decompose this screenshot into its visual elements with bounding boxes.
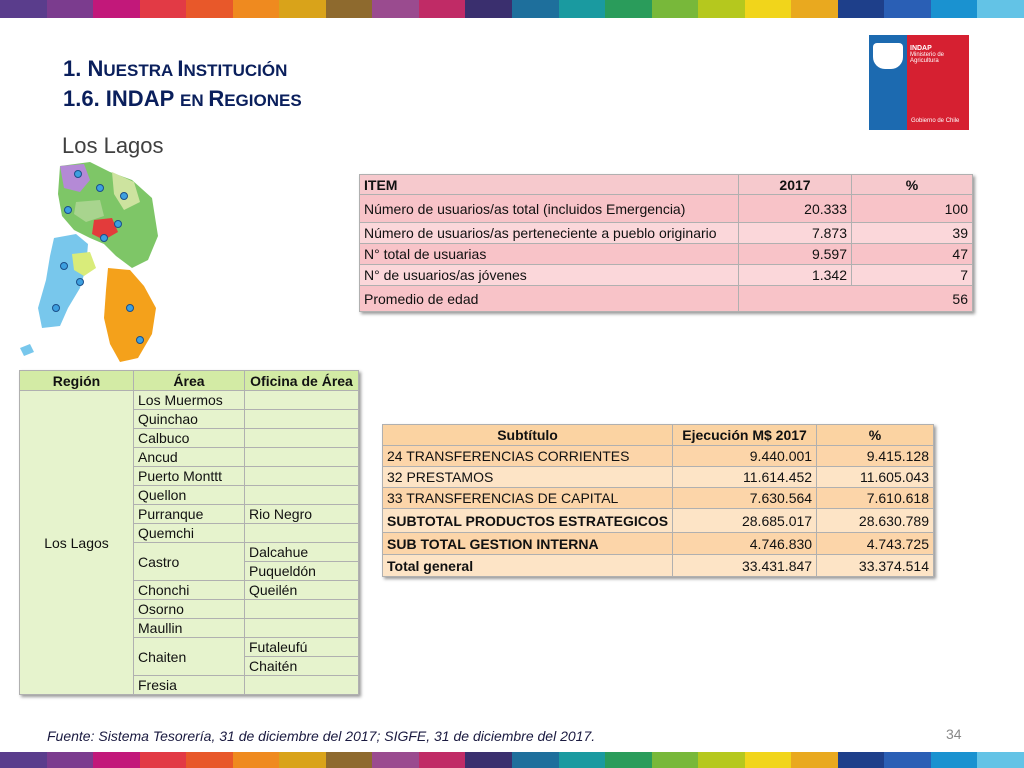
area-cell: Fresia — [134, 676, 245, 695]
stripe-segment — [326, 0, 373, 18]
office-cell — [245, 524, 359, 543]
budget-table — [382, 424, 934, 577]
stripe-segment — [698, 752, 745, 768]
office-cell — [245, 391, 359, 410]
office-cell — [245, 619, 359, 638]
stripe-segment — [279, 752, 326, 768]
row-execution: 4.746.830 — [673, 533, 817, 555]
area-cell: Quinchao — [134, 410, 245, 429]
table-row — [360, 286, 973, 312]
header-percent: % — [852, 175, 973, 195]
subsection-title: 1.6. INDAP EN REGIONES — [63, 86, 302, 111]
source-note: Fuente: Sistema Tesorería, 31 de diciembre del 2017; SIGFE, 31 de diciembre del 2017. — [47, 728, 596, 744]
header-subtitle: Subtítulo — [383, 425, 673, 446]
office-cell — [245, 486, 359, 505]
row-label: N° de usuarios/as jóvenes — [360, 265, 739, 286]
stripe-segment — [233, 752, 280, 768]
office-cell — [245, 676, 359, 695]
page-number: 34 — [946, 726, 962, 742]
area-cell: Castro — [134, 543, 245, 581]
row-execution: 9.440.001 — [673, 446, 817, 467]
stripe-segment — [652, 752, 699, 768]
header-region: Región — [20, 371, 134, 391]
area-cell: Chaiten — [134, 638, 245, 676]
table-row — [360, 265, 973, 286]
stripe-segment — [838, 0, 885, 18]
section-title: 1. NUESTRA INSTITUCIÓN — [63, 56, 288, 81]
table-row — [383, 467, 934, 488]
table-row — [360, 223, 973, 244]
header-execution: Ejecución M$ 2017 — [673, 425, 817, 446]
row-percent: 7 — [852, 265, 973, 286]
table-row — [360, 244, 973, 265]
stripe-segment — [372, 0, 419, 18]
usuarios-table — [359, 174, 973, 312]
area-cell: Osorno — [134, 600, 245, 619]
stripe-segment — [47, 752, 94, 768]
stripe-segment — [512, 0, 559, 18]
row-percent: 33.374.514 — [817, 555, 934, 577]
office-cell — [245, 448, 359, 467]
row-execution: 7.630.564 — [673, 488, 817, 509]
office-cell — [245, 410, 359, 429]
table-header-row — [360, 175, 973, 195]
row-label: 32 PRESTAMOS — [383, 467, 673, 488]
region-cell: Los Lagos — [20, 391, 134, 695]
stripe-segment — [233, 0, 280, 18]
logo-ministry: Ministerio de — [910, 52, 945, 58]
stripe-segment — [698, 0, 745, 18]
row-percent: 9.415.128 — [817, 446, 934, 467]
stripe-segment — [977, 0, 1024, 18]
stripe-segment — [977, 752, 1024, 768]
stripe-segment — [326, 752, 373, 768]
area-cell: Quemchi — [134, 524, 245, 543]
stripe-segment — [465, 752, 512, 768]
row-label: Número de usuarios/as perteneciente a pueblo originario — [360, 223, 739, 244]
logo-name: INDAP — [910, 45, 932, 52]
row-label: Total general — [383, 555, 673, 577]
stripe-segment — [791, 0, 838, 18]
table-row — [383, 509, 934, 533]
area-cell: Quellon — [134, 486, 245, 505]
stripe-segment — [419, 752, 466, 768]
office-cell: Dalcahue — [245, 543, 359, 562]
row-value: 20.333 — [739, 195, 852, 223]
stripe-segment — [47, 0, 94, 18]
row-execution: 28.685.017 — [673, 509, 817, 533]
table-row — [383, 533, 934, 555]
stripe-segment — [140, 752, 187, 768]
area-cell: Los Muermos — [134, 391, 245, 410]
area-cell: Chonchi — [134, 581, 245, 600]
stripe-segment — [93, 0, 140, 18]
logo-ministry-2: Agricultura — [910, 58, 939, 64]
table-header-row — [383, 425, 934, 446]
header-area: Área — [134, 371, 245, 391]
stripe-segment — [93, 752, 140, 768]
stripe-segment — [884, 752, 931, 768]
header-office: Oficina de Área — [245, 371, 359, 391]
stripe-segment — [931, 0, 978, 18]
row-label: Promedio de edad — [360, 286, 739, 312]
stripe-segment — [0, 0, 47, 18]
table-header-row — [20, 371, 359, 391]
row-percent: 7.610.618 — [817, 488, 934, 509]
stripe-segment — [0, 752, 47, 768]
header-percent: % — [817, 425, 934, 446]
stripe-segment — [419, 0, 466, 18]
stripe-segment — [186, 752, 233, 768]
stripe-segment — [559, 752, 606, 768]
area-cell: Puerto Monttt — [134, 467, 245, 486]
row-percent: 4.743.725 — [817, 533, 934, 555]
areas-table — [19, 370, 359, 695]
office-cell — [245, 600, 359, 619]
coat-of-arms-icon — [873, 43, 903, 69]
row-percent: 28.630.789 — [817, 509, 934, 533]
office-cell: Queilén — [245, 581, 359, 600]
row-percent: 11.605.043 — [817, 467, 934, 488]
stripe-segment — [745, 752, 792, 768]
bottom-color-stripe — [0, 752, 1024, 768]
table-row — [360, 195, 973, 223]
row-label: SUBTOTAL PRODUCTOS ESTRATEGICOS — [383, 509, 673, 533]
top-color-stripe — [0, 0, 1024, 18]
office-cell: Futaleufú — [245, 638, 359, 657]
stripe-segment — [465, 0, 512, 18]
row-execution: 11.614.452 — [673, 467, 817, 488]
row-label: 24 TRANSFERENCIAS CORRIENTES — [383, 446, 673, 467]
row-percent: 100 — [852, 195, 973, 223]
row-label: N° total de usuarias — [360, 244, 739, 265]
stripe-segment — [186, 0, 233, 18]
row-percent: 39 — [852, 223, 973, 244]
office-cell: Chaitén — [245, 657, 359, 676]
office-cell — [245, 467, 359, 486]
header-year: 2017 — [739, 175, 852, 195]
stripe-segment — [652, 0, 699, 18]
stripe-segment — [512, 752, 559, 768]
table-row — [20, 391, 359, 410]
row-value: 7.873 — [739, 223, 852, 244]
stripe-segment — [838, 752, 885, 768]
row-label: SUB TOTAL GESTION INTERNA — [383, 533, 673, 555]
row-label: Número de usuarios/as total (incluidos Emergencia) — [360, 195, 739, 223]
table-row — [383, 446, 934, 467]
area-cell: Ancud — [134, 448, 245, 467]
header-item: ITEM — [360, 175, 739, 195]
logo-government: Gobierno de Chile — [911, 118, 960, 124]
row-value: 56 — [739, 286, 973, 312]
area-cell: Calbuco — [134, 429, 245, 448]
office-cell: Puqueldón — [245, 562, 359, 581]
row-percent: 47 — [852, 244, 973, 265]
stripe-segment — [931, 752, 978, 768]
indap-logo — [869, 35, 969, 130]
row-value: 1.342 — [739, 265, 852, 286]
table-row — [383, 488, 934, 509]
stripe-segment — [140, 0, 187, 18]
stripe-segment — [372, 752, 419, 768]
area-cell: Maullin — [134, 619, 245, 638]
stripe-segment — [791, 752, 838, 768]
area-cell: Purranque — [134, 505, 245, 524]
office-cell: Rio Negro — [245, 505, 359, 524]
row-label: 33 TRANSFERENCIAS DE CAPITAL — [383, 488, 673, 509]
table-row — [383, 555, 934, 577]
stripe-segment — [605, 752, 652, 768]
row-execution: 33.431.847 — [673, 555, 817, 577]
stripe-segment — [559, 0, 606, 18]
stripe-segment — [884, 0, 931, 18]
region-map — [20, 158, 170, 368]
row-value: 9.597 — [739, 244, 852, 265]
stripe-segment — [745, 0, 792, 18]
region-subtitle: Los Lagos — [62, 133, 164, 158]
stripe-segment — [605, 0, 652, 18]
stripe-segment — [279, 0, 326, 18]
office-cell — [245, 429, 359, 448]
